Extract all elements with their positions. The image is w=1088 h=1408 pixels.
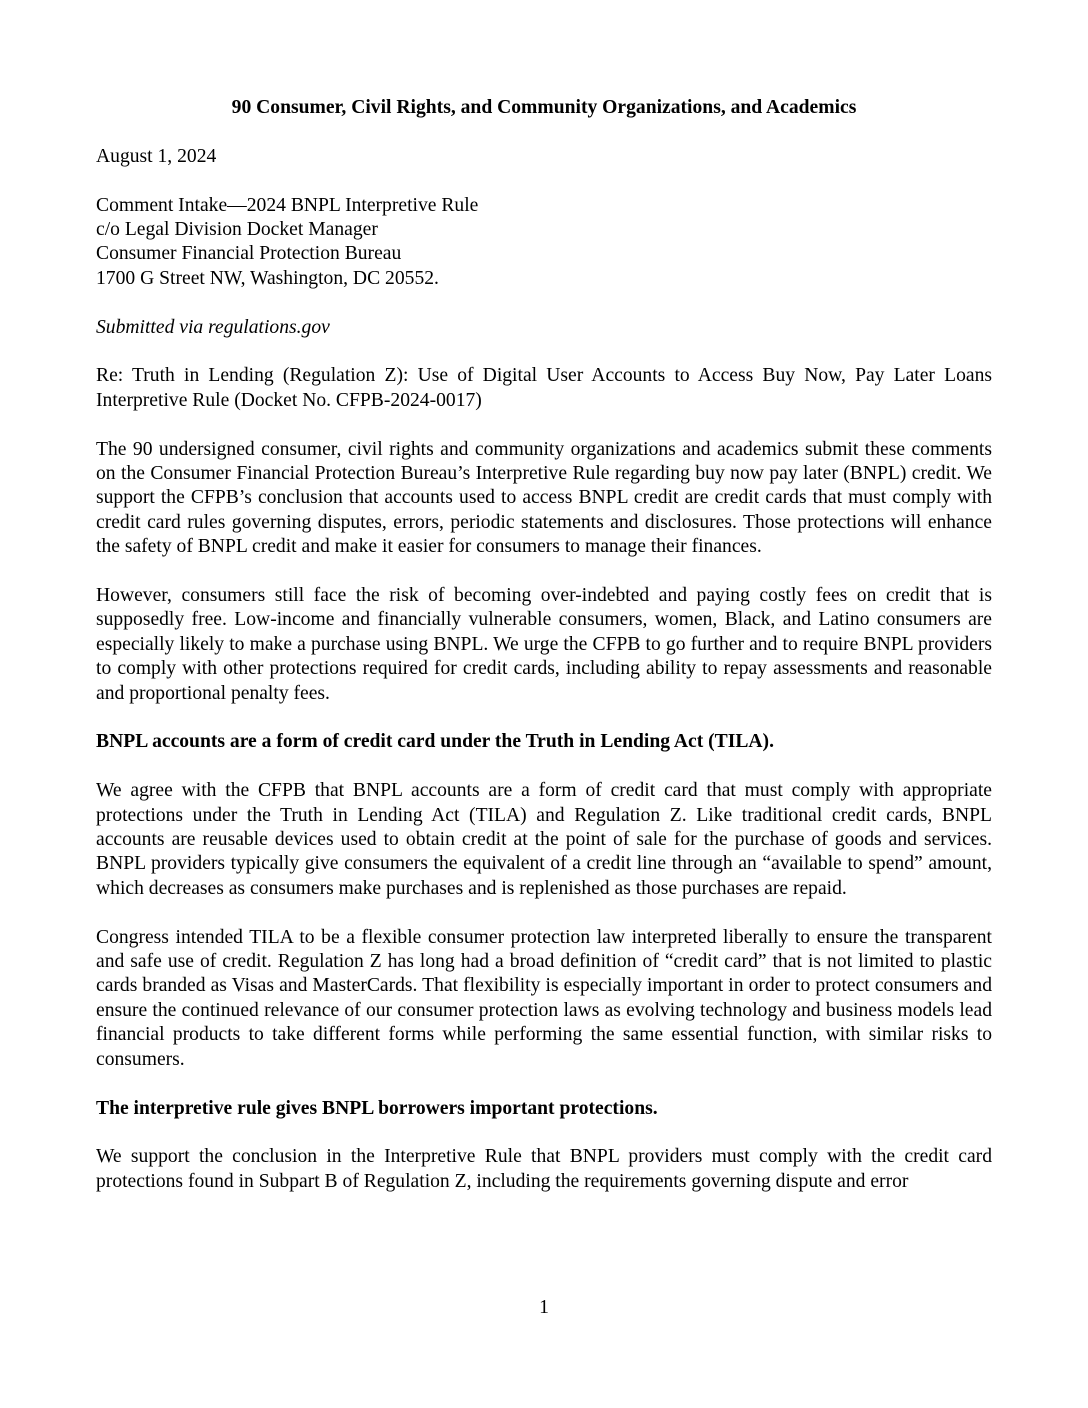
recipient-address [96, 194, 992, 292]
congress-paragraph: Congress intended TILA to be a flexible consumer protection law interpreted liberally to ensure the transparent and safe use of credit. Regulation Z has long had a broad definition of “credit card” that is not limited to plastic cards branded as Visas and MasterCards. That flexibility is especially important in order to protect consumers and ensure the continued relevance of our consumer protection laws as evolving technology and business models lead financial products to take different forms while performing the same essential function, with similar risks to consumers. [96, 926, 992, 1070]
address-line: Consumer Financial Protection Bureau [96, 243, 402, 265]
section-heading-credit-card: BNPL accounts are a form of credit card under the Truth in Lending Act (TILA). [96, 731, 774, 753]
address-line: 1700 G Street NW, Washington, DC 20552. [96, 267, 439, 289]
address-line: Comment Intake—2024 BNPL Interpretive Rule [96, 194, 479, 216]
letter-date: August 1, 2024 [96, 145, 217, 167]
page-number: 1 [539, 1297, 549, 1318]
section-heading-protections: The interpretive rule gives BNPL borrowers important protections. [96, 1097, 658, 1119]
however-paragraph: However, consumers still face the risk of becoming over-indebted and paying costly fees on credit that is supposedly free. Low-income and financially vulnerable consumers, women, Black, and Latino consumers are especially likely to make a purchase using BNPL. We urge the CFPB to go further and to require BNPL providers to comply with other protections required for credit cards, including ability to repay assessments and reasonable and proportional penalty fees. [96, 585, 992, 704]
submission-note: Submitted via regulations.gov [96, 316, 330, 338]
re-line: Re: Truth in Lending (Regulation Z): Use of Digital User Accounts to Access Buy Now, Pay Later Loans Interpretive Rule (Docket No. CFPB-2024-0017) [96, 365, 992, 411]
address-line: c/o Legal Division Docket Manager [96, 219, 378, 240]
intro-paragraph: The 90 undersigned consumer, civil rights and community organizations and academics submit these comments on the Consumer Financial Protection Bureau’s Interpretive Rule regarding buy now pay later (BNPL) credit. We support the CFPB’s conclusion that accounts used to access BNPL credit are credit cards that must comply with credit card rules governing disputes, errors, periodic statements and disclosures. Those protections will enhance the safety of BNPL credit and make it easier for consumers to manage their finances. [96, 438, 992, 558]
agree-paragraph: We agree with the CFPB that BNPL accounts are a form of credit card that must comply with appropriate protections under the Truth in Lending Act (TILA) and Regulation Z. Like traditional credit cards, BNPL accounts are reusable devices used to obtain credit at the point of sale for the purchase of goods and services. BNPL providers typically give consumers the equivalent of a credit line through an “available to spend” amount, which decreases as consumers make purchases and is replenished as those purchases are repaid. [96, 780, 992, 899]
support-paragraph: We support the conclusion in the Interpretive Rule that BNPL providers must comply with the credit card protections found in Subpart B of Regulation Z, including the requirements governing dispute and error [96, 1146, 992, 1192]
document-title: 90 Consumer, Civil Rights, and Community Organizations, and Academics [231, 97, 857, 118]
